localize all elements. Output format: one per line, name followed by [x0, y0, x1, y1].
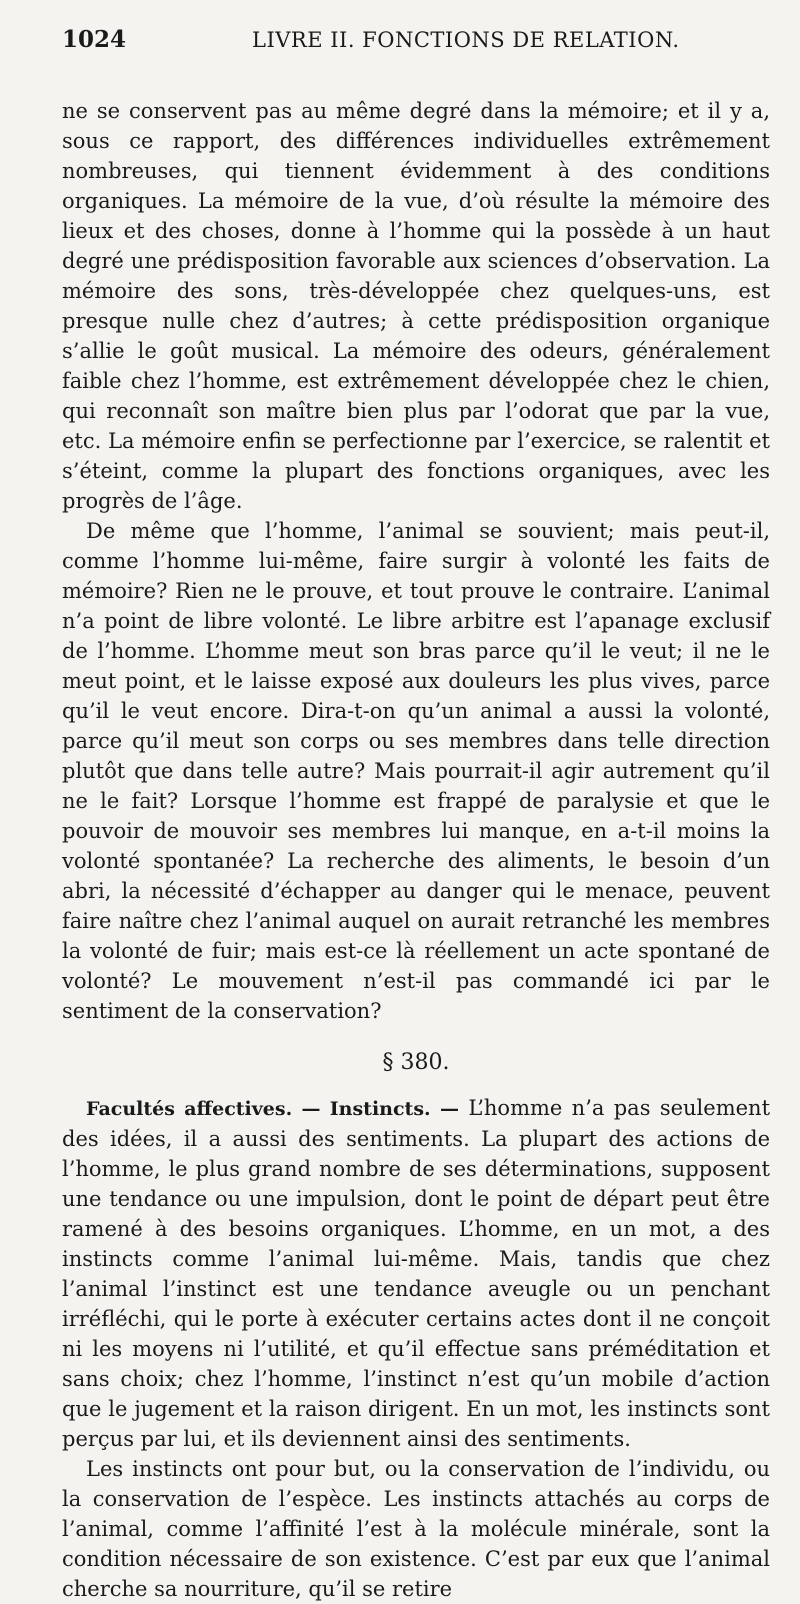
page-number: 1024 — [62, 26, 127, 53]
section-lead-heading: Facultés affectives. — Instincts. — — [86, 1098, 459, 1120]
paragraph-facultes-affectives — [62, 1093, 770, 1454]
paragraph-memory-continued: ne se conservent pas au même degré dans la mémoire; et il y a, sous ce rapport, des différences individuelles extrêmement nombreuses, qui tiennent évidemment à des conditions organiques. La mémoire de la vue, d’où résulte la mémoire des lieux et des choses, donne à l’homme qui la possède à un haut degré une prédisposition favorable aux sciences d’observation. La mémoire des sons, très-développée chez quelques-uns, est presque nulle chez d’autres; à cette prédisposition organique s’allie le goût musical. La mémoire des odeurs, généralement faible chez l’homme, est extrêmement développée chez le chien, qui reconnaît son maître bien plus par l’odorat que par la vue, etc. La mémoire enfin se perfectionne par l’exercice, se ralentit et s’éteint, comme la plupart des fonctions organiques, avec les progrès de l’âge. — [62, 99, 770, 513]
running-head: LIVRE II. FONCTIONS DE RELATION. — [252, 28, 680, 52]
section-number: § 380. — [382, 1050, 450, 1075]
page-header — [62, 26, 770, 68]
paragraph-animal-volonte: De même que l’homme, l’animal se souvient; mais peut-il, comme l’homme lui-même, faire surgir à volonté les faits de mémoire? Rien ne le prouve, et tout prouve le contraire. L’animal n’a point de libre volonté. Le libre arbitre est l’apanage exclusif de l’homme. L’homme meut son bras parce qu’il le veut; il ne le meut point, et le laisse exposé aux douleurs les plus vives, parce qu’il le veut encore. Dira-t-on qu’un animal a aussi la volonté, parce qu’il meut son corps ou ses membres dans telle direction plutôt que dans telle autre? Mais pourrait-il agir autrement qu’il ne le fait? Lorsque l’homme est frappé de paralysie et que le pouvoir de mouvoir ses membres lui manque, en a-t-il moins la volonté spontanée? La recherche des aliments, le besoin d’un abri, la nécessité d’échapper au danger qui le menace, peuvent faire naître chez l’animal auquel on aurait retranché les membres la volonté de fuir; mais est-ce là réellement un acte spontané de volonté? Le mouvement n’est-il pas commandé ici par le sentiment de la conservation? — [62, 519, 770, 1023]
section-paragraph-text: L’homme n’a pas seulement des idées, il a aussi des sentiments. La plupart des actions de l’homme, le plus grand nombre de ses déterminations, supposent une tendance ou une impulsion, dont le point de départ peut être ramené à des besoins organiques. L’homme, en un mot, a des instincts comme l’animal lui-même. Mais, tandis que chez l’animal l’instinct est une tendance aveugle ou un penchant irréfléchi, qui le porte à exécuter certains actes dont il ne conçoit ni les moyens ni l’utilité, et qu’il effectue sans préméditation et sans choix; chez l’homme, l’instinct n’est qu’un mobile d’action que le jugement et la raison dirigent. En un mot, les instincts sont perçus par lui, et ils deviennent ainsi des sentiments. — [62, 1096, 771, 1451]
paragraph-instincts-but: Les instincts ont pour but, ou la conservation de l’individu, ou la conservation de l’espèce. Les instincts attachés au corps de l’animal, comme l’affinité l’est à la molécule minérale, sont la condition nécessaire de son existence. C’est par eux que l’animal cherche sa nourriture, qu’il se retire — [62, 1457, 770, 1601]
